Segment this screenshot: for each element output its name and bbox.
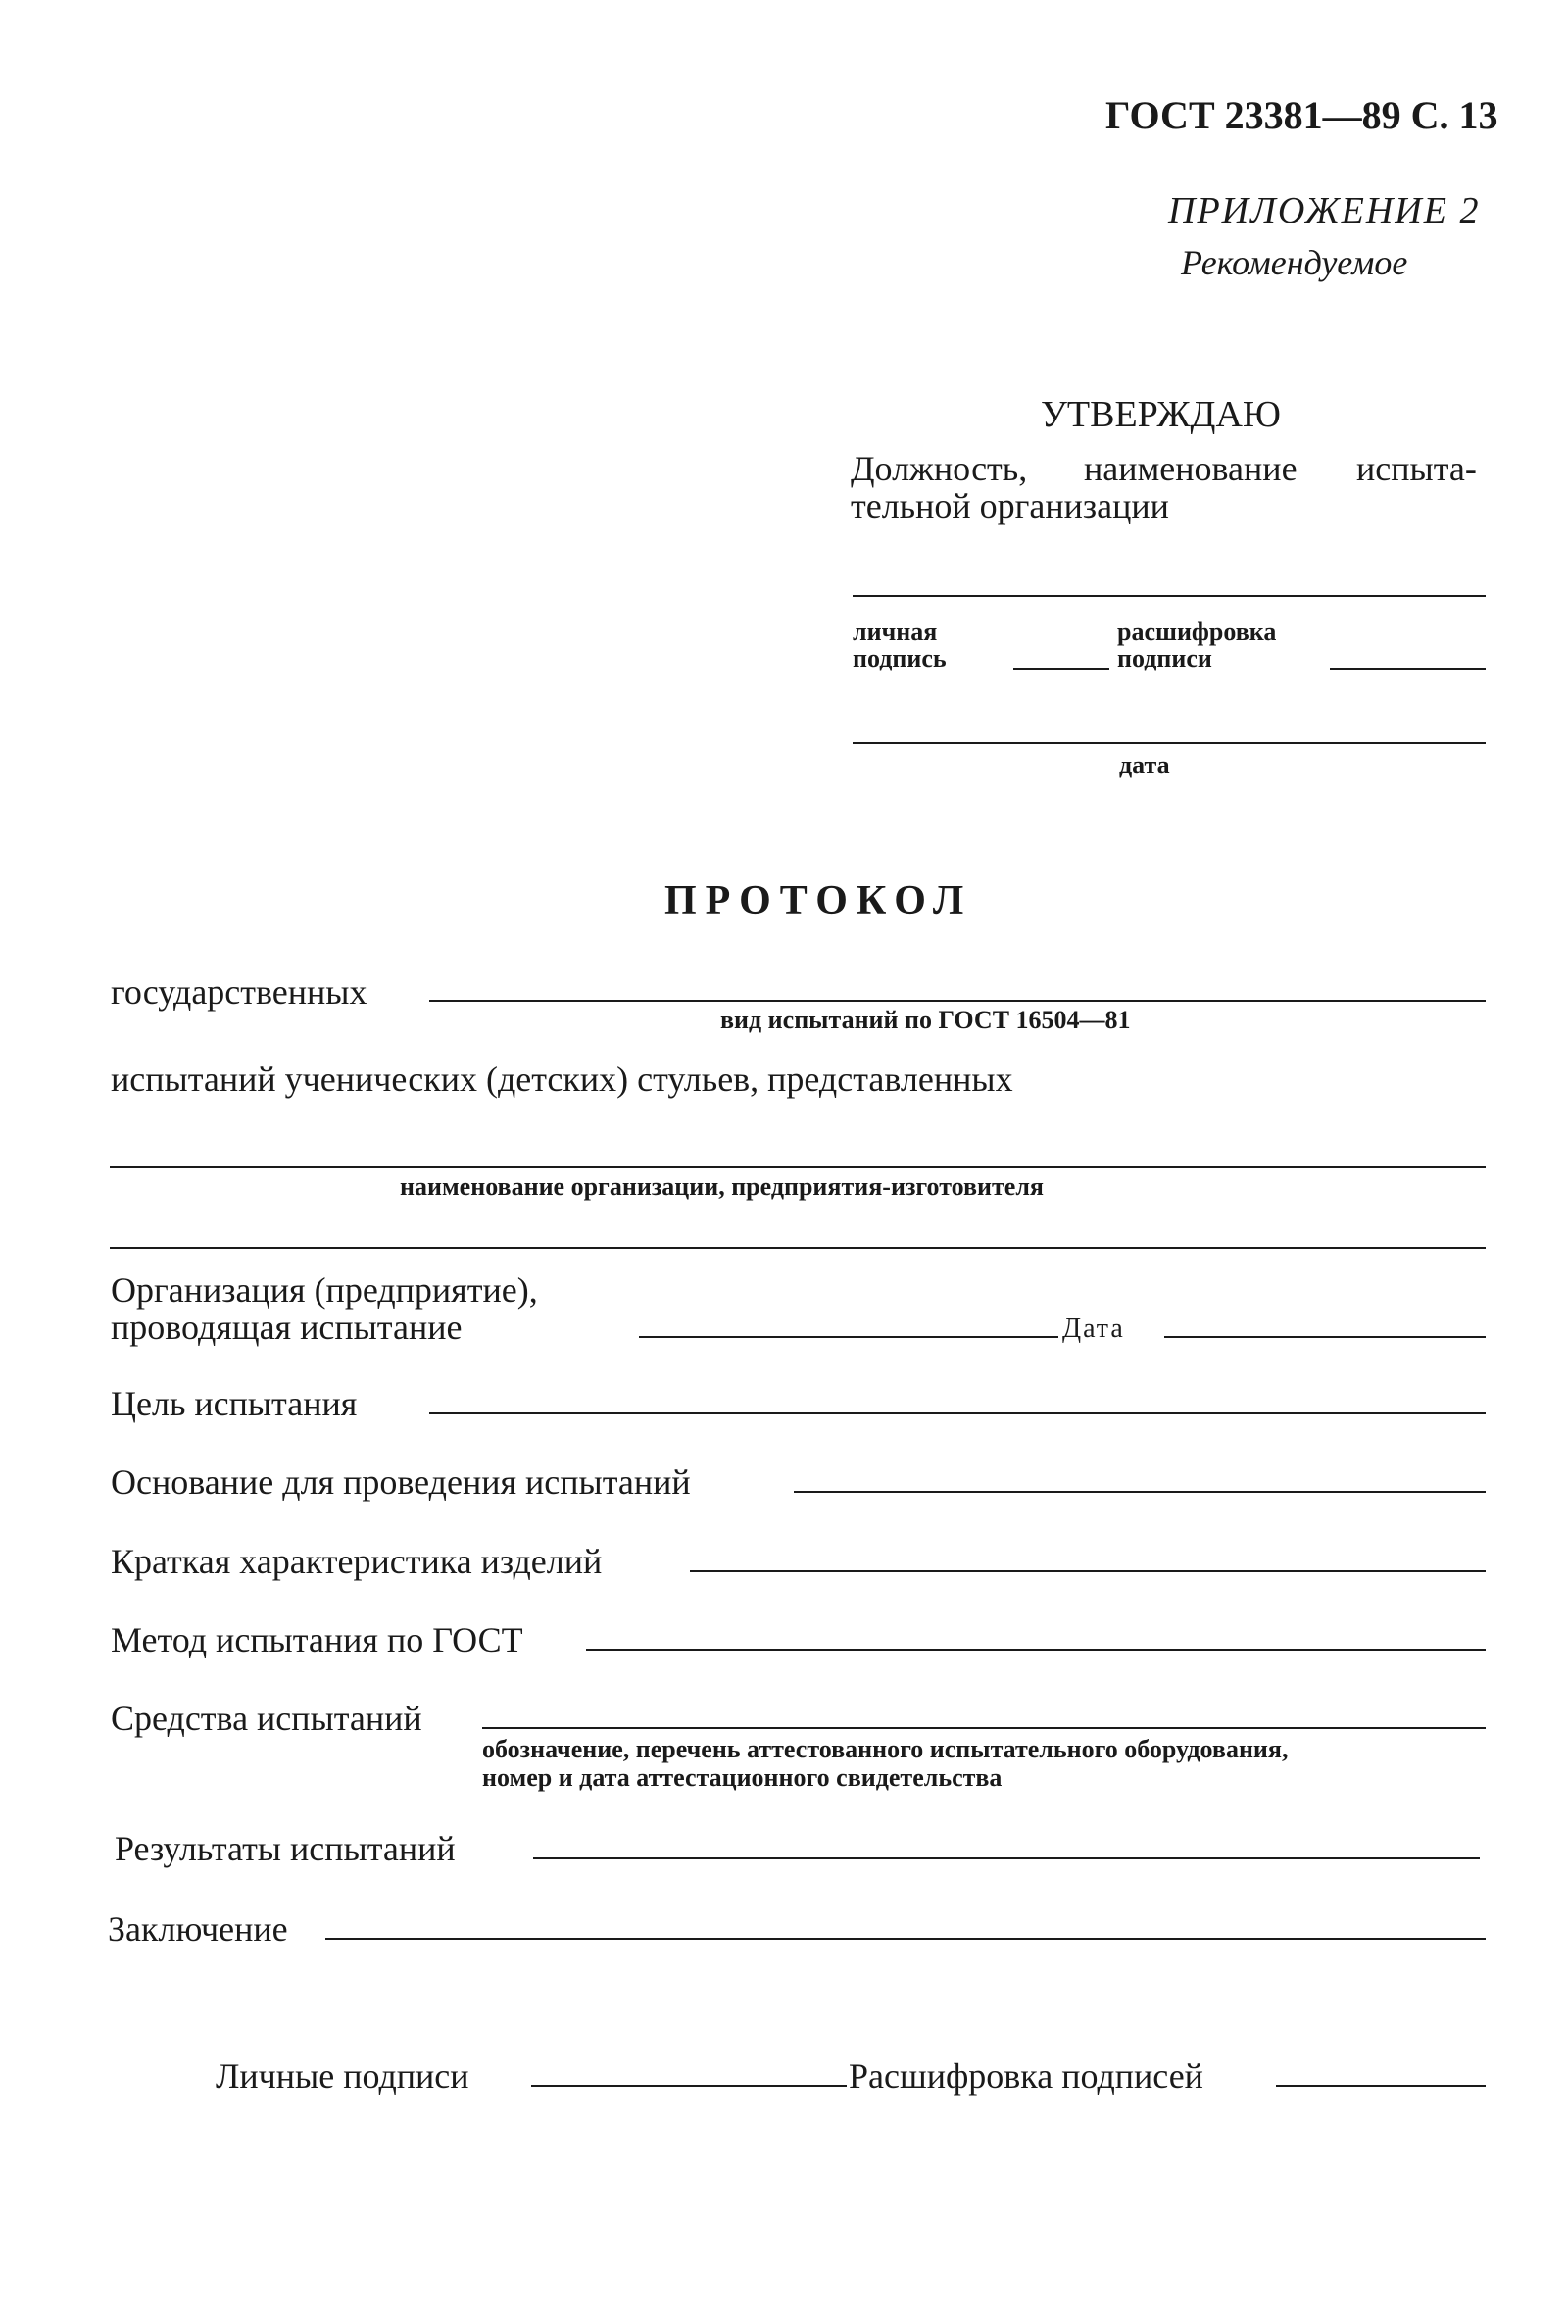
org-name-line-2 xyxy=(110,1247,1486,1249)
means-line xyxy=(482,1727,1486,1729)
signatures-decode-label: Расшифровка подписей xyxy=(849,2056,1203,2096)
protocol-title: ПРОТОКОЛ xyxy=(664,878,973,923)
means-caption-2: номер и дата аттестационного свидетельства xyxy=(482,1763,1003,1792)
signatures-line xyxy=(531,2085,847,2087)
state-label: государственных xyxy=(111,972,368,1012)
approval-position-line-2: тельной организации xyxy=(851,486,1169,525)
signature-decode-label-2: подписи xyxy=(1117,644,1212,672)
approval-position-word-3: испыта- xyxy=(1356,449,1477,488)
method-line xyxy=(586,1649,1486,1651)
brief-label: Краткая характеристика изделий xyxy=(111,1542,603,1581)
appendix-status: Рекомендуемое xyxy=(1181,243,1408,282)
approval-title: УТВЕРЖДАЮ xyxy=(1041,394,1281,435)
means-caption-1: обозначение, перечень аттестованного испытательного оборудования, xyxy=(482,1735,1289,1763)
signature-decode-line xyxy=(1330,668,1486,670)
method-label: Метод испытания по ГОСТ xyxy=(111,1620,523,1659)
standard-header: ГОСТ 23381—89 С. 13 xyxy=(1105,93,1498,137)
approval-org-line xyxy=(853,595,1486,597)
means-label: Средства испытаний xyxy=(111,1699,422,1738)
personal-signature-label-1: личная xyxy=(853,618,938,646)
org-name-line xyxy=(110,1166,1486,1168)
test-kind-line xyxy=(429,1000,1486,1002)
org-conducting-line xyxy=(639,1336,1058,1338)
org-label-2: проводящая испытание xyxy=(111,1308,463,1347)
basis-label: Основание для проведения испытаний xyxy=(111,1462,691,1502)
goal-label: Цель испытания xyxy=(111,1384,358,1423)
chairs-text: испытаний ученических (детских) стульев, представленных xyxy=(111,1060,1013,1099)
basis-line xyxy=(794,1491,1486,1493)
signature-decode-label-1: расшифровка xyxy=(1117,618,1277,646)
approval-position-word-2: наименование xyxy=(1084,449,1298,488)
personal-signature-line xyxy=(1013,668,1109,670)
signatures-decode-line xyxy=(1276,2085,1486,2087)
signatures-label: Личные подписи xyxy=(216,2056,469,2096)
approval-date-line xyxy=(853,742,1486,744)
org-label-1: Организация (предприятие), xyxy=(111,1270,538,1310)
approval-position-word-1: Должность, xyxy=(851,449,1028,488)
conclusion-line xyxy=(325,1938,1486,1940)
results-line xyxy=(533,1857,1480,1859)
org-date-line xyxy=(1164,1336,1486,1338)
org-date-label: Дата xyxy=(1062,1313,1125,1344)
approval-date-label: дата xyxy=(1119,751,1170,779)
appendix-title: ПРИЛОЖЕНИЕ 2 xyxy=(1168,190,1481,231)
org-name-caption: наименование организации, предприятия-изготовителя xyxy=(400,1172,1044,1201)
results-label: Результаты испытаний xyxy=(115,1829,456,1868)
conclusion-label: Заключение xyxy=(108,1909,288,1949)
personal-signature-label-2: подпись xyxy=(853,644,947,672)
brief-line xyxy=(690,1570,1486,1572)
goal-line xyxy=(429,1412,1486,1414)
test-kind-caption: вид испытаний по ГОСТ 16504—81 xyxy=(720,1006,1131,1034)
